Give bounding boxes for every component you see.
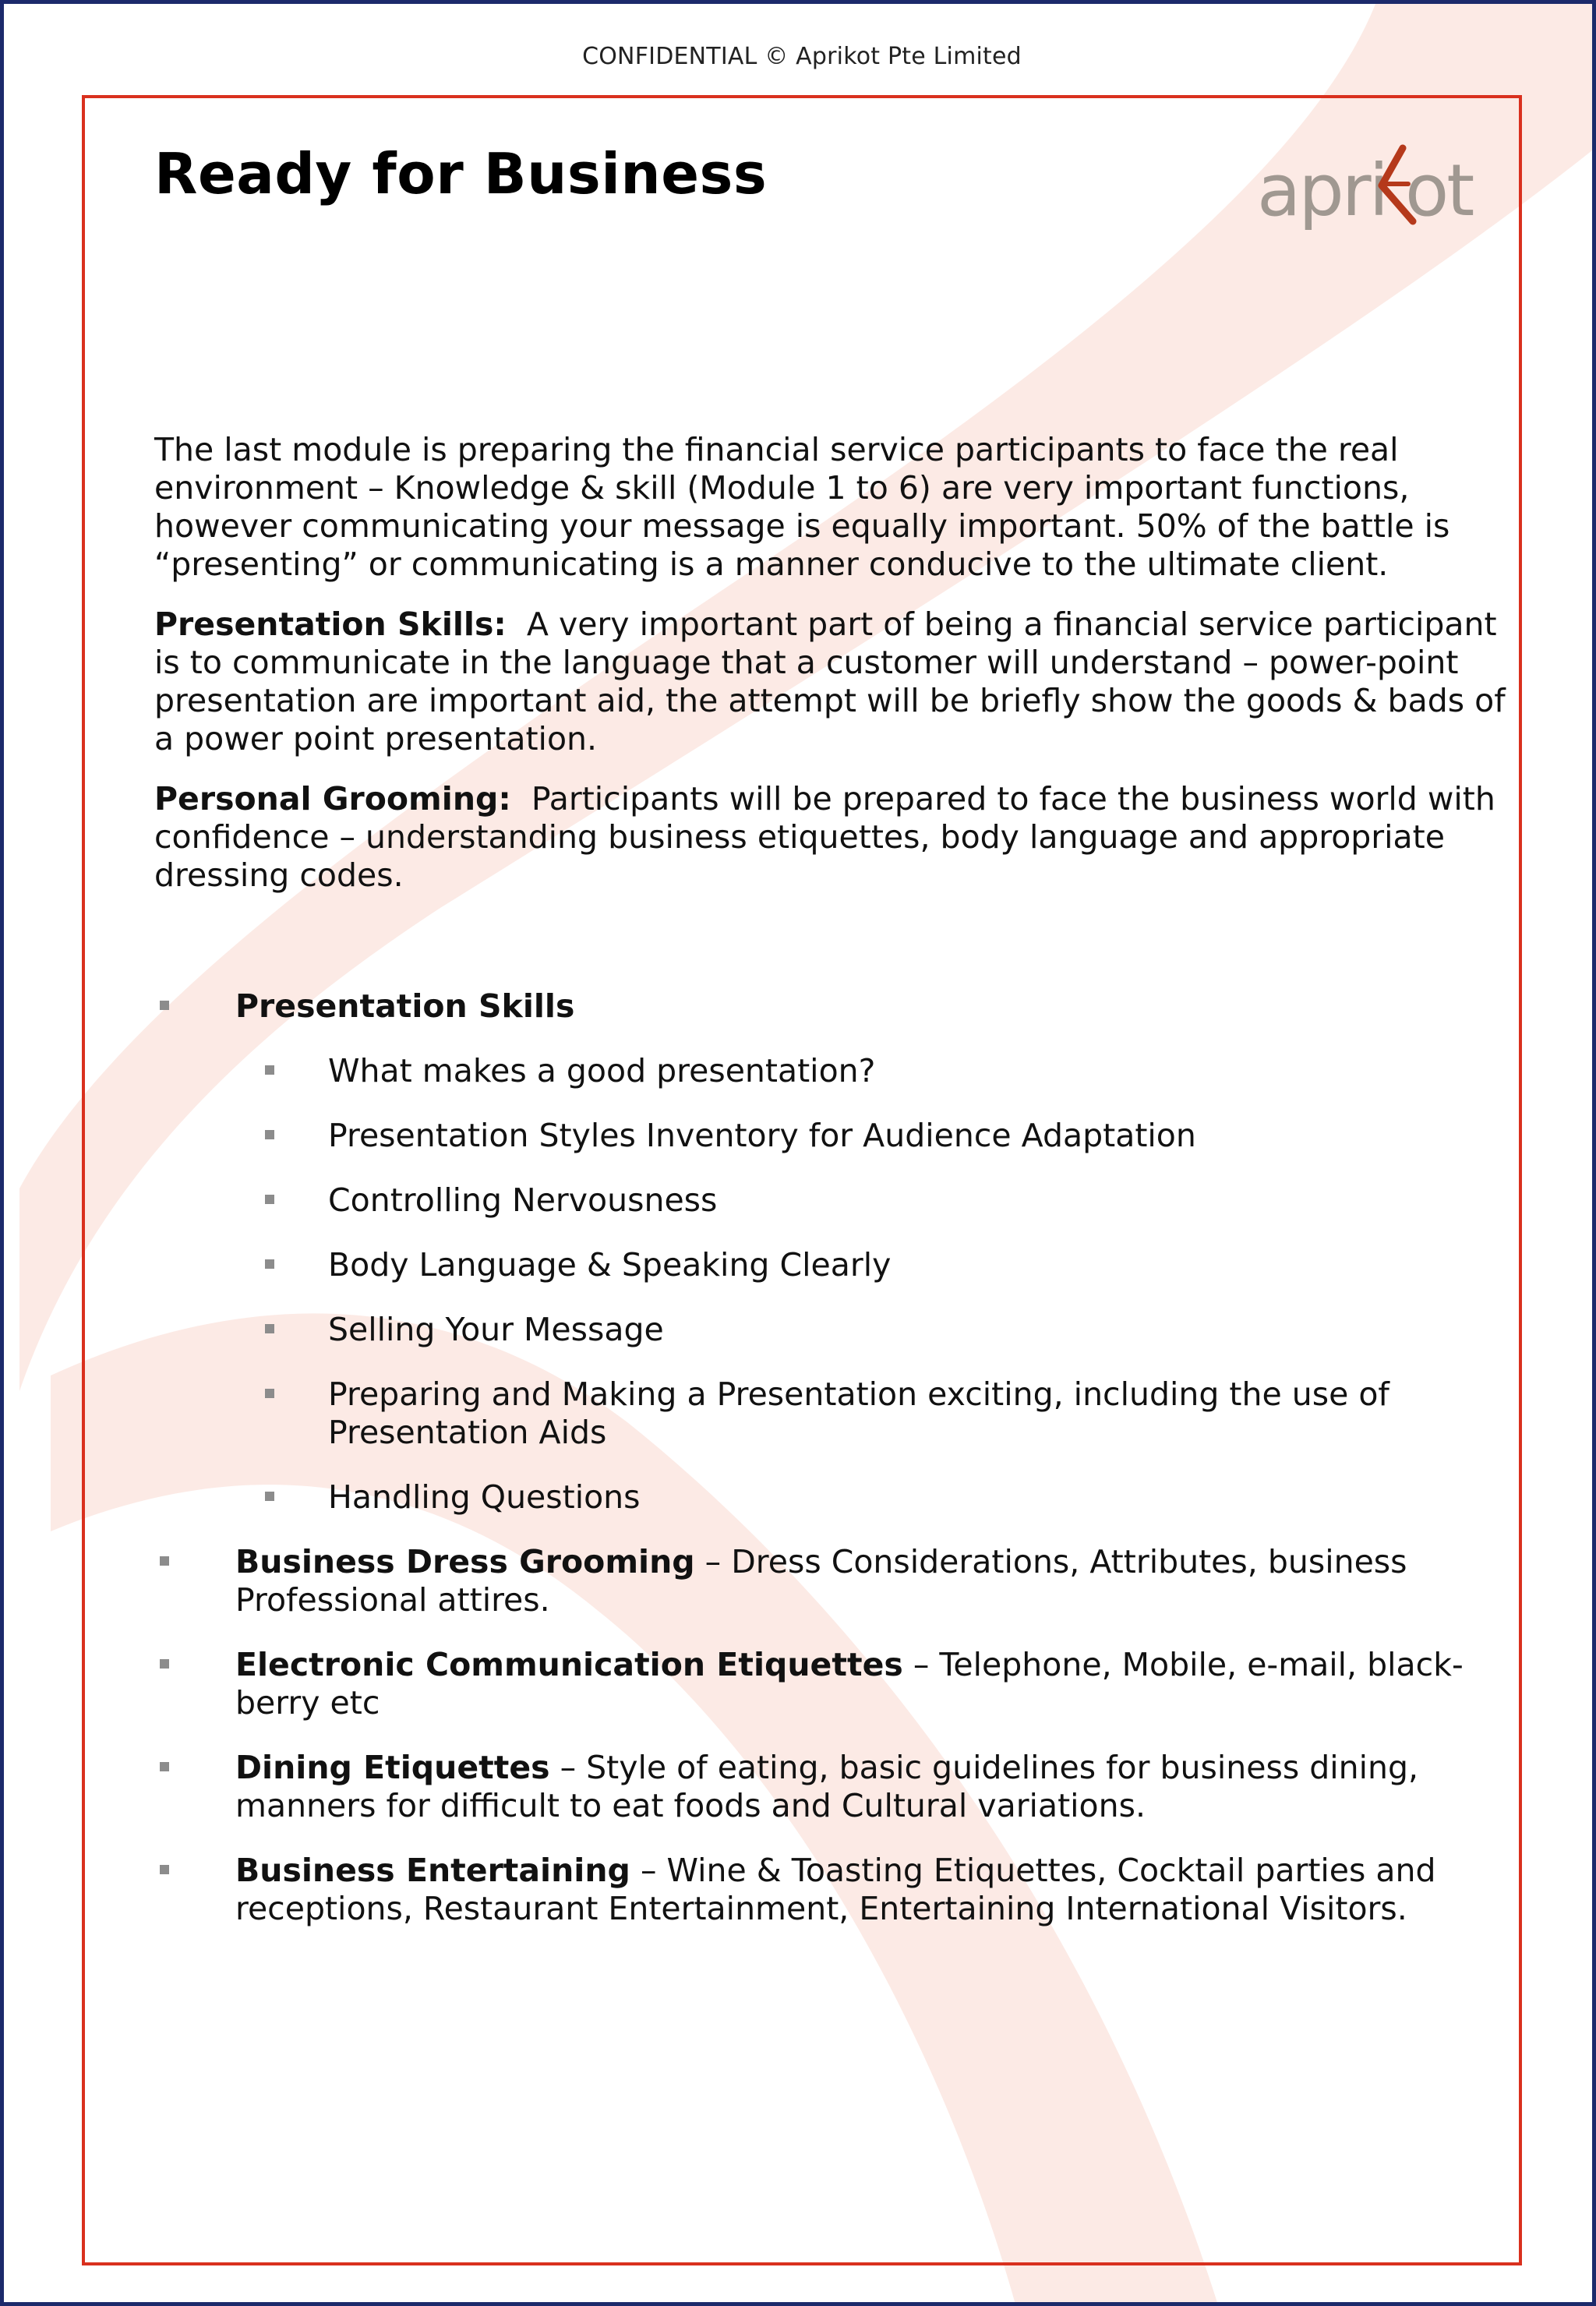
svg-text:ot: ot [1405,149,1473,232]
confidential-header: CONFIDENTIAL © Aprikot Pte Limited [582,43,1022,70]
square-bullet-icon [160,1556,169,1566]
square-bullet-icon [265,1065,274,1075]
intro-paragraph [154,431,1510,584]
presentation-skills-text: A very important part of being a financial service participant is to communicate in the language that a customer will understand – power-point presentation are important aid, the attempt will be briefly show the goods & bads of a power point presentation. [154,606,1506,757]
sub-list-item [154,1052,1510,1090]
list-item-heading: Business Entertaining [235,1852,630,1889]
sub-list-item [154,1478,1510,1517]
personal-grooming-text: Participants will be prepared to face the business world with confidence – understanding business etiquettes, body language and appropriate dressing codes. [154,780,1495,894]
square-bullet-icon [160,1865,169,1874]
square-bullet-icon [265,1324,274,1333]
sub-list-item-text: Presentation Styles Inventory for Audience Adaptation [328,1117,1196,1154]
personal-grooming-lead: Personal Grooming: [154,780,511,818]
sub-list-item [154,1117,1510,1155]
square-bullet-icon [265,1195,274,1204]
square-bullet-icon [265,1389,274,1398]
sub-list-item [154,1246,1510,1284]
personal-grooming-paragraph [154,780,1510,895]
sub-list-item-text: Controlling Nervousness [328,1181,718,1219]
sub-list-item-text: Body Language & Speaking Clearly [328,1246,892,1284]
intro-text [154,431,1510,916]
svg-text:apri: apri [1257,149,1387,232]
list-item-text: – Telephone, Mobile, e-mail, black-berry etc [235,1646,1464,1722]
topics-list [154,987,1510,1955]
square-bullet-icon [160,1001,169,1010]
list-item-heading: Dining Etiquettes [235,1749,550,1786]
sub-list-item-text: Preparing and Making a Presentation exciting, including the use of Presentation Aids [328,1375,1389,1451]
list-item-text: – Dress Considerations, Attributes, business Professional attires. [235,1543,1407,1619]
aprikot-logo-mark [1251,140,1485,242]
list-item-text: – Wine & Toasting Etiquettes, Cocktail parties and receptions, Restaurant Entertainment, Entertaining International Visitors. [235,1852,1436,1927]
presentation-skills-paragraph [154,606,1510,758]
square-bullet-icon [265,1259,274,1269]
list-item [154,1749,1510,1825]
square-bullet-icon [160,1659,169,1669]
sub-list-item-text: Handling Questions [328,1478,641,1516]
presentation-skills-lead: Presentation Skills: [154,606,507,643]
list-item [154,1852,1510,1928]
list-item [154,1646,1510,1722]
sub-list-item [154,1375,1510,1452]
sub-list-item [154,1181,1510,1220]
list-item-heading: Presentation Skills [235,987,575,1025]
list-item [154,1543,1510,1619]
list-item [154,987,1510,1026]
aprikot-logo [1251,140,1485,242]
square-bullet-icon [265,1130,274,1139]
square-bullet-icon [265,1492,274,1501]
sub-list-item-text: Selling Your Message [328,1311,664,1348]
list-item-text: – Style of eating, basic guidelines for business dining, manners for difficult to eat foods and Cultural variations. [235,1749,1419,1824]
list-item-heading: Business Dress Grooming [235,1543,695,1580]
list-item-heading: Electronic Communication Etiquettes [235,1646,903,1683]
page-title: Ready for Business [154,141,768,207]
sub-list-item-text: What makes a good presentation? [328,1052,876,1089]
sub-list-item [154,1311,1510,1349]
square-bullet-icon [160,1762,169,1771]
content-area [4,4,1596,2306]
intro-paragraph-text: The last module is preparing the financial service participants to face the real environment – Knowledge & skill (Module 1 to 6) are very important functions, however communicating your message is equally important. 50% of the battle is “presenting” or communicating is a manner conducive to the ultimate client. [154,431,1450,583]
